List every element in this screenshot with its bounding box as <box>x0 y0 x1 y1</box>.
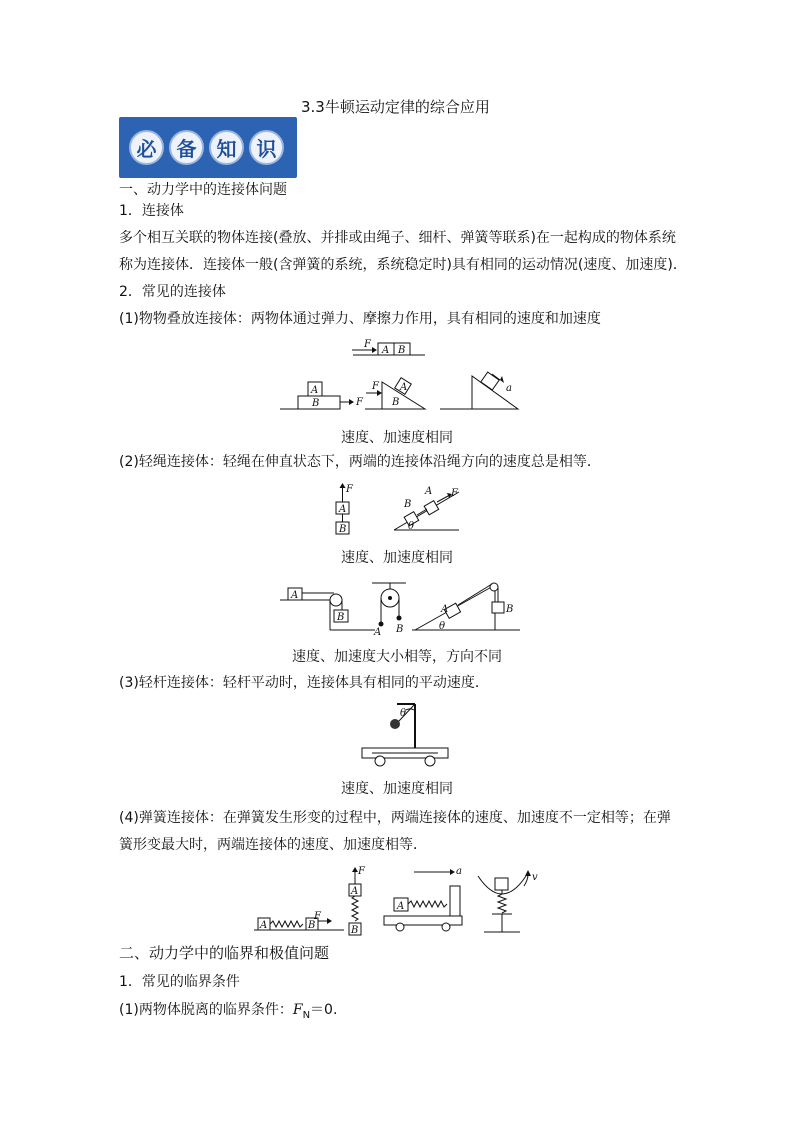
banner-char-4: 识 <box>249 130 284 165</box>
item1-body-line1: 多个相互关联的物体连接(叠放、并排或由绳子、细杆、弹簧等联系)在一起构成的物体系统 <box>119 230 676 246</box>
svg-text:B: B <box>308 920 316 931</box>
svg-text:B: B <box>396 624 404 635</box>
svg-text:A: A <box>260 920 268 931</box>
section2-item1-title: 1．常见的临界条件 <box>119 974 240 990</box>
svg-text:θ: θ <box>408 521 415 532</box>
svg-text:F: F <box>372 381 379 392</box>
paragraph-rod: (3)轻杆连接体：轻杆平动时，连接体具有相同的平动速度． <box>119 675 489 691</box>
svg-text:A: A <box>425 486 433 497</box>
figure-rope-vertical-incline <box>334 482 474 537</box>
section2-heading: 二、动力学中的临界和极值问题 <box>119 944 330 962</box>
svg-text:A: A <box>311 385 319 396</box>
svg-text:F: F <box>314 911 321 922</box>
svg-text:A: A <box>397 901 405 912</box>
banner-char-3: 知 <box>209 130 244 165</box>
condition-prefix: (1)两物体脱离的临界条件： <box>119 1002 293 1018</box>
section2-paragraph-1 <box>119 1000 337 1026</box>
page-title: 3.3牛顿运动定律的综合应用 <box>301 98 490 116</box>
banner-char-2: 备 <box>169 130 204 165</box>
svg-text:B: B <box>339 524 347 535</box>
svg-text:A: A <box>400 382 408 393</box>
svg-text:B: B <box>506 604 514 615</box>
caption-2: 速度、加速度相同 <box>341 550 453 566</box>
figure-rod-cart <box>362 702 452 768</box>
svg-text:v: v <box>532 872 538 883</box>
svg-text:F: F <box>358 866 365 877</box>
paragraph-spring-line1: (4)弹簧连接体：在弹簧发生形变的过程中，两端连接体的速度、加速度不一定相等；在弹 <box>119 810 671 826</box>
banner-char-1: 必 <box>129 130 164 165</box>
svg-text:F: F <box>346 484 353 495</box>
svg-text:a: a <box>456 866 462 877</box>
svg-text:F: F <box>356 397 363 408</box>
svg-text:θ: θ <box>400 708 407 719</box>
svg-text:a: a <box>506 383 512 394</box>
condition-sub: N <box>302 1009 311 1021</box>
svg-text:B: B <box>351 925 359 936</box>
svg-text:B: B <box>337 612 345 623</box>
figure-stacked-connectors <box>280 334 520 414</box>
item1-title: 1．连接体 <box>119 203 184 219</box>
caption-1: 速度、加速度相同 <box>341 430 453 446</box>
svg-text:A: A <box>291 590 299 601</box>
caption-4: 速度、加速度相同 <box>341 781 453 797</box>
paragraph-rope: (2)轻绳连接体：轻绳在伸直状态下，两端的连接体沿绳方向的速度总是相等． <box>119 454 601 470</box>
knowledge-banner <box>119 117 297 178</box>
figure-rope-pulleys <box>280 580 520 638</box>
svg-text:A: A <box>441 604 449 615</box>
svg-text:B: B <box>398 345 406 356</box>
caption-3: 速度、加速度大小相等，方向不同 <box>292 649 502 665</box>
svg-text:F: F <box>451 488 458 499</box>
item1-body-line2: 称为连接体．连接体一般(含弹簧的系统，系统稳定时)具有相同的运动情况(速度、加速度)． <box>119 257 687 273</box>
paragraph-stacked: (1)物物叠放连接体：两物体通过弹力、摩擦力作用，具有相同的速度和加速度 <box>119 311 601 327</box>
condition-suffix: ＝0. <box>310 1002 338 1018</box>
svg-text:B: B <box>404 499 412 510</box>
svg-text:B: B <box>392 397 400 408</box>
section1-heading: 一、动力学中的连接体问题 <box>119 182 287 198</box>
svg-text:A: A <box>382 345 390 356</box>
svg-text:B: B <box>312 398 320 409</box>
svg-text:F: F <box>364 339 371 350</box>
svg-text:A: A <box>339 504 347 515</box>
svg-text:A: A <box>374 627 382 638</box>
paragraph-spring-line2: 簧形变最大时，两端连接体的速度、加速度相等． <box>119 837 427 853</box>
svg-text:θ: θ <box>439 621 446 632</box>
item2-title: 2．常见的连接体 <box>119 284 226 300</box>
figure-springs <box>254 864 544 936</box>
condition-var: F <box>292 1002 303 1018</box>
svg-text:A: A <box>351 886 359 897</box>
